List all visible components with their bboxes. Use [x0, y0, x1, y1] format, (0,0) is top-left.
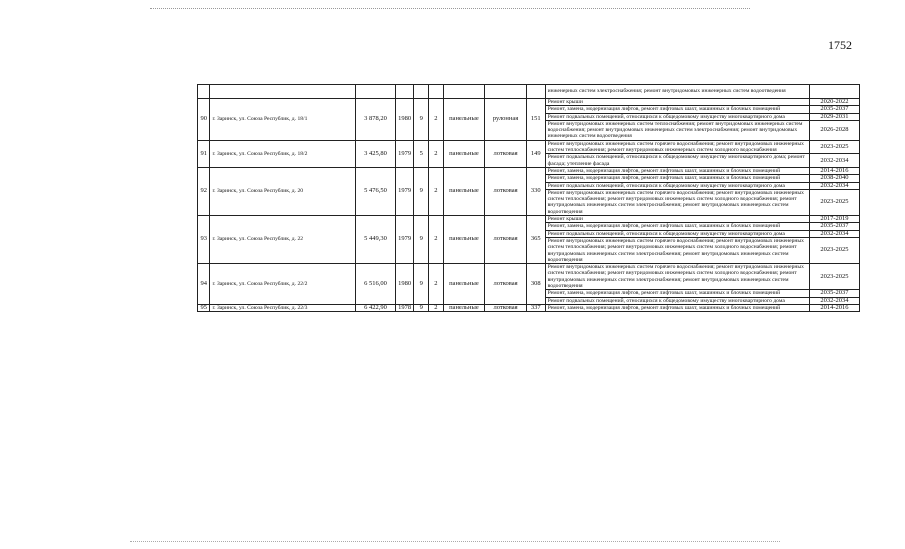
- roof-type: рулонная: [485, 99, 527, 141]
- table-row: [198, 99, 860, 106]
- work-period: 2023-2025: [809, 140, 859, 154]
- wall-material: панельные: [443, 264, 485, 305]
- work-description: Ремонт подвальных помещений, относящихся к общедомовому имуществу многоквартирного дома: [545, 297, 809, 304]
- work-period: 2035-2037: [809, 223, 859, 230]
- empty-cell: [395, 85, 414, 99]
- total-area: 5 476,50: [356, 167, 396, 215]
- building-address: г. Заринск, ул. Союза Республик, д. 18/1: [210, 99, 356, 141]
- work-description: Ремонт, замена, модернизация лифтов, ремонт лифтовых шахт, машинных и блочных помещений: [545, 106, 809, 113]
- residents-count: 337: [526, 304, 545, 311]
- entrances-count: 2: [429, 216, 444, 264]
- floors-count: 5: [414, 140, 429, 167]
- work-period: 2014-2016: [809, 304, 859, 311]
- entrances-count: 2: [429, 167, 444, 215]
- row-number: 94: [198, 264, 210, 305]
- work-period: 2023-2025: [809, 264, 859, 290]
- build-year: 1980: [395, 99, 414, 141]
- building-address: г. Заринск, ул. Союза Республик, д. 22: [210, 216, 356, 264]
- table-row: [198, 264, 860, 290]
- row-number: 93: [198, 216, 210, 264]
- work-period: 2029-2031: [809, 113, 859, 120]
- wall-material: панельные: [443, 140, 485, 167]
- row-number: 90: [198, 99, 210, 141]
- empty-cell: [485, 85, 527, 99]
- work-period: 2032-2034: [809, 230, 859, 237]
- total-area: 3 878,20: [356, 99, 396, 141]
- floors-count: 9: [414, 304, 429, 311]
- entrances-count: 2: [429, 99, 444, 141]
- work-description: Ремонт подвальных помещений, относящихся к общедомовому имуществу многоквартирного дома: [545, 230, 809, 237]
- floors-count: 9: [414, 264, 429, 305]
- roof-type: лотковая: [485, 264, 527, 305]
- empty-cell: [429, 85, 444, 99]
- wall-material: панельные: [443, 304, 485, 311]
- build-year: 1979: [395, 216, 414, 264]
- work-description: Ремонт подвальных помещений, относящихся к общедомовому имуществу многоквартирного дома: [545, 113, 809, 120]
- floors-count: 9: [414, 167, 429, 215]
- entrances-count: 2: [429, 140, 444, 167]
- work-period: 2023-2025: [809, 189, 859, 215]
- work-period: 2035-2037: [809, 106, 859, 113]
- empty-cell: [443, 85, 485, 99]
- table-row: [198, 167, 860, 174]
- scan-artifact-top: [150, 8, 750, 10]
- building-address: г. Заринск, ул. Союза Республик, д. 20: [210, 167, 356, 215]
- floors-count: 9: [414, 216, 429, 264]
- floors-count: 9: [414, 99, 429, 141]
- empty-cell: [414, 85, 429, 99]
- build-year: 1978: [395, 304, 414, 311]
- total-area: 5 449,30: [356, 216, 396, 264]
- work-description: Ремонт, замена, модернизация лифтов, ремонт лифтовых шахт, машинных и блочных помещений: [545, 304, 809, 311]
- empty-cell: [210, 85, 356, 99]
- empty-cell: [526, 85, 545, 99]
- building-address: г. Заринск, ул. Союза Республик, д. 22/2: [210, 264, 356, 305]
- roof-type: лотковая: [485, 167, 527, 215]
- work-period: 2014-2016: [809, 167, 859, 174]
- work-description: Ремонт, замена, модернизация лифтов, ремонт лифтовых шахт, машинных и блочных помещений: [545, 175, 809, 182]
- row-number: 92: [198, 167, 210, 215]
- building-address: г. Заринск, ул. Союза Республик, д. 18/2: [210, 140, 356, 167]
- total-area: 6 422,90: [356, 304, 396, 311]
- work-description: Ремонт подвальных помещений, относящихся к общедомовому имуществу многоквартирного дома; ремонт фасада; утепление фасада: [545, 154, 809, 168]
- capital-repair-register-table: [197, 84, 860, 312]
- table-row: [198, 216, 860, 223]
- work-description: Ремонт крыши: [545, 99, 809, 106]
- row-number: 91: [198, 140, 210, 167]
- work-period: 2032-2034: [809, 182, 859, 189]
- work-description: Ремонт подвальных помещений, относящихся к общедомовому имуществу многоквартирного дома: [545, 182, 809, 189]
- residents-count: 151: [526, 99, 545, 141]
- work-period: 2032-2034: [809, 154, 859, 168]
- work-period: 2020-2022: [809, 99, 859, 106]
- table-row: [198, 140, 860, 154]
- empty-cell: [356, 85, 396, 99]
- residents-count: 330: [526, 167, 545, 215]
- building-address: г. Заринск, ул. Союза Республик, д. 22/3: [210, 304, 356, 311]
- roof-type: лотковая: [485, 216, 527, 264]
- build-year: 1979: [395, 167, 414, 215]
- work-description: Ремонт, замена, модернизация лифтов, ремонт лифтовых шахт, машинных и блочных помещений: [545, 167, 809, 174]
- entrances-count: 2: [429, 264, 444, 305]
- total-area: 3 425,80: [356, 140, 396, 167]
- residents-count: 365: [526, 216, 545, 264]
- build-year: 1980: [395, 264, 414, 305]
- table-row: [198, 85, 860, 99]
- work-description: Ремонт, замена, модернизация лифтов, ремонт лифтовых шахт, машинных и блочных помещений: [545, 290, 809, 297]
- roof-type: лотковая: [485, 304, 527, 311]
- work-description: Ремонт внутридомовых инженерных систем горячего водоснабжения; ремонт внутридомовых инженерных систем теплоснабжения; ремонт внутридомовых инженерных систем холодного водоснабжения; ремонт внутридомовых инженерных систем электроснабжения; ремонт внутридомовых инженерных систем водоотведения: [545, 237, 809, 263]
- work-cell: инженерных систем электроснабжения; ремонт внутридомовых инженерных систем водоотведения: [545, 85, 809, 99]
- table-row: [198, 304, 860, 311]
- work-period: 2032-2034: [809, 297, 859, 304]
- roof-type: лотковая: [485, 140, 527, 167]
- work-description: Ремонт внутридомовых инженерных систем горячего водоснабжения; ремонт внутридомовых инженерных систем теплоснабжения; ремонт внутридомовых инженерных систем холодного водоснабжения; ремонт внутридомовых инженерных систем электроснабжения; ремонт внутридомовых инженерных систем водоотведения: [545, 264, 809, 290]
- residents-count: 308: [526, 264, 545, 305]
- work-period: 2035-2037: [809, 290, 859, 297]
- entrances-count: 2: [429, 304, 444, 311]
- scan-artifact-bottom: [130, 541, 780, 543]
- table-body: [198, 85, 860, 312]
- wall-material: панельные: [443, 167, 485, 215]
- page-number: 1752: [828, 38, 852, 52]
- residents-count: 149: [526, 140, 545, 167]
- work-period: 2026-2028: [809, 120, 859, 140]
- build-year: 1979: [395, 140, 414, 167]
- empty-cell: [198, 85, 210, 99]
- work-description: Ремонт внутридомовых инженерных систем горячего водоснабжения; ремонт внутридомовых инженерных систем теплоснабжения; ремонт внутридомовых инженерных систем холодного водоснабжения; ремонт внутридомовых инженерных систем электроснабжения; ремонт внутридомовых инженерных систем водоотведения: [545, 189, 809, 215]
- total-area: 6 516,00: [356, 264, 396, 305]
- work-period: 2017-2019: [809, 216, 859, 223]
- work-description: Ремонт крыши: [545, 216, 809, 223]
- work-description: Ремонт внутридомовых инженерных систем горячего водоснабжения; ремонт внутридомовых инженерных систем теплоснабжения; ремонт внутридомовых инженерных систем холодного водоснабжения: [545, 140, 809, 154]
- wall-material: панельные: [443, 99, 485, 141]
- wall-material: панельные: [443, 216, 485, 264]
- work-period: 2023-2025: [809, 237, 859, 263]
- work-description: Ремонт внутридомовых инженерных систем теплоснабжения; ремонт внутридомовых инженерных систем водоснабжения; ремонт внутридомовых инженерных систем электроснабжения; ремонт внутридомовых инженерных систем водоотведения: [545, 120, 809, 140]
- row-number: 95: [198, 304, 210, 311]
- period-cell: [809, 85, 859, 99]
- work-period: 2038-2040: [809, 175, 859, 182]
- work-description: Ремонт, замена, модернизация лифтов, ремонт лифтовых шахт, машинных и блочных помещений: [545, 223, 809, 230]
